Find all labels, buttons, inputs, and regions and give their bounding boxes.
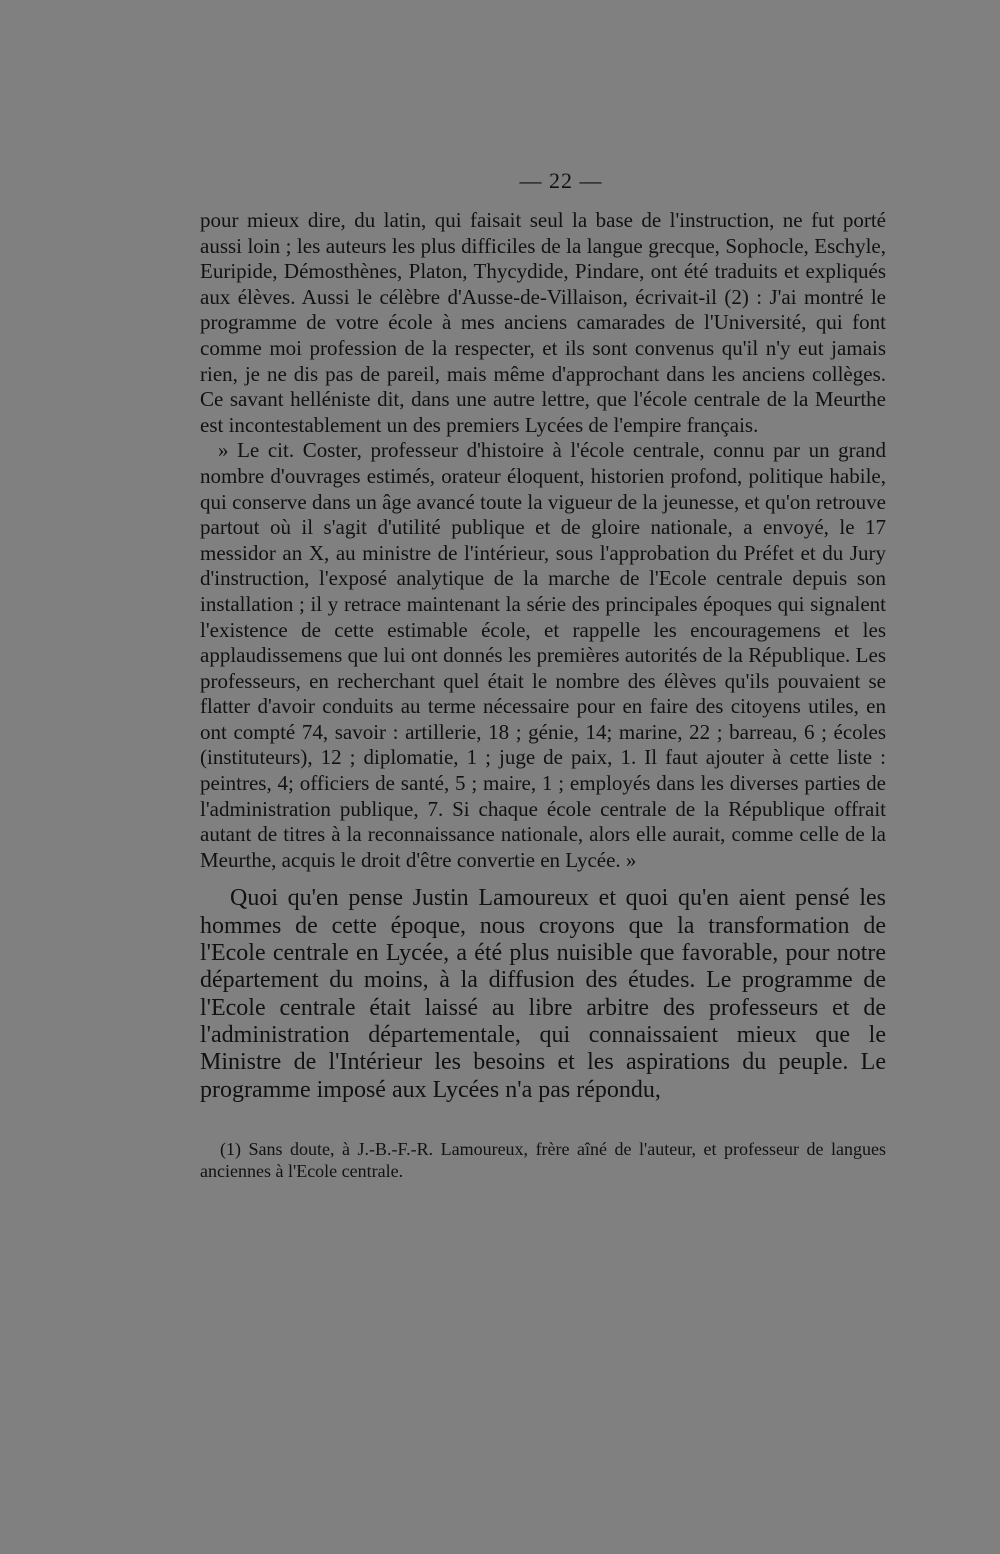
main-text bbox=[200, 885, 886, 1103]
page-number: — 22 — bbox=[519, 168, 603, 193]
quote-paragraph-1: pour mieux dire, du latin, qui faisait seul la base de l'instruction, ne fut porté aussi loin ; les auteurs les plus difficiles de la langue grecque, Sophocle, Eschyle, Euripide, Démosthènes, Platon, Thycydide, Pindare, ont été traduits et expliqués aux élèves. Aussi le célèbre d'Ausse-de-Villaison, écrivait-il (2) : J'ai montré le programme de votre école à mes anciens camarades de l'Université, qui font comme moi profession de la respecter, et ils sont convenus qu'il n'y eut jamais rien, je ne dis pas de pareil, mais même d'approchant dans les anciens collèges. Ce savant helléniste dit, dans une autre lettre, que l'école centrale de la Meurthe est incontestablement un des premiers Lycées de l'empire français. bbox=[200, 208, 886, 437]
footnote: (1) Sans doute, à J.-B.-F.-R. Lamoureux, frère aîné de l'auteur, et professeur de langues anciennes à l'Ecole centrale. bbox=[200, 1138, 886, 1181]
quote-paragraph-2: » Le cit. Coster, professeur d'histoire à l'école centrale, connu par un grand nombre d'ouvrages estimés, orateur éloquent, historien profond, politique habile, qui conserve dans un âge avancé toute la vigueur de la jeunesse, et qu'on retrouve partout où il s'agit d'utilité publique et de gloire nationale, a envoyé, le 17 messidor an X, au ministre de l'intérieur, sous l'approbation du Préfet et du Jury d'instruction, l'exposé analytique de la marche de l'Ecole centrale depuis son installation ; il y retrace maintenant la série des principales époques qui signalent l'existence de cette estimable école, et rappelle les encouragemens et les applaudissemens que lui ont donnés les premières autorités de la République. Les professeurs, en recherchant quel était le nombre des élèves qu'ils pouvaient se flatter d'avoir conduits au terme nécessaire pour en faire des citoyens utiles, en ont compté 74, savoir : artillerie, 18 ; génie, 14; marine, 22 ; barreau, 6 ; écoles (instituteurs), 12 ; diplomatie, 1 ; juge de paix, 1. Il faut ajouter à cette liste : peintres, 4; officiers de santé, 5 ; maire, 1 ; employés dans les diverses parties de l'administration publique, 7. Si chaque école centrale de la République offrait autant de titres à la reconnaissance nationale, alors elle aurait, comme celle de la Meurthe, acquis le droit d'être convertie en Lycée. » bbox=[200, 438, 886, 872]
book-page bbox=[200, 168, 886, 1182]
body-paragraph: Quoi qu'en pense Justin Lamoureux et quoi qu'en aient pensé les hommes de cette époque, nous croyons que la transformation de l'Ecole centrale en Lycée, a été plus nuisible que favorable, pour notre département du moins, à la diffusion des études. Le programme de l'Ecole centrale était laissé au libre arbitre des professeurs et de l'administration départementale, qui connaissaient mieux que le Ministre de l'Intérieur les besoins et les aspirations du peuple. Le programme imposé aux Lycées n'a pas répondu, bbox=[200, 885, 886, 1103]
quoted-passage bbox=[200, 208, 886, 873]
footnotes bbox=[200, 1138, 886, 1182]
